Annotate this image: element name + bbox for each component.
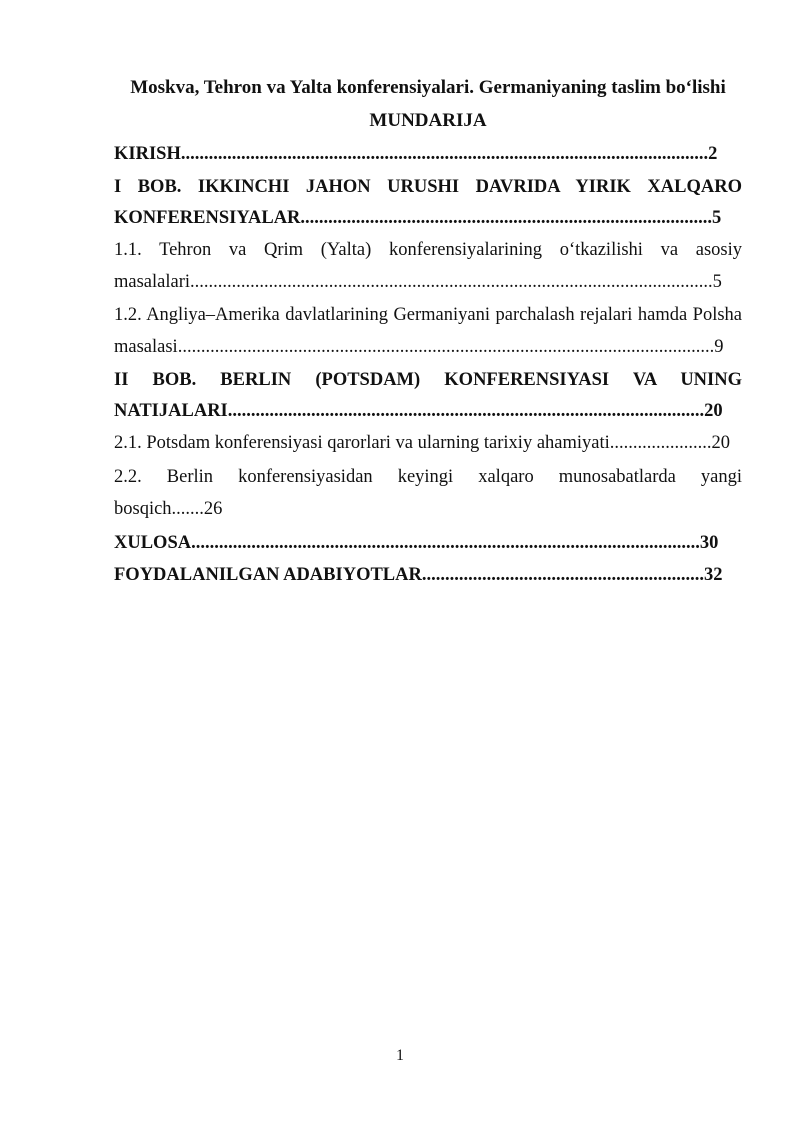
toc-entry-kirish: KIRISH..................................................................................................................2 — [114, 144, 718, 164]
toc-entry-adabiyotlar: FOYDALANILGAN ADABIYOTLAR.............................................................32 — [114, 565, 723, 585]
toc-entry-1-1: 1.1. Tehron va Qrim (Yalta) konferensiyalarining o‘tkazilishi va asosiy — [114, 240, 742, 260]
toc-entry-1-2-cont: masalasi....................................................................................................................9 — [114, 337, 724, 357]
toc-entry-1-2: 1.2. Angliya–Amerika davlatlarining Germaniyani parchalash rejalari hamda Polsha — [114, 305, 742, 325]
toc-heading: MUNDARIJA — [369, 110, 487, 131]
toc-entry-xulosa: XULOSA..............................................................................................................30 — [114, 533, 719, 553]
toc-entry-chapter-2-cont: NATIJALARI.......................................................................................................20 — [114, 401, 723, 421]
toc-entry-chapter-1-cont: KONFERENSIYALAR.........................................................................................5 — [114, 208, 722, 228]
toc-entry-chapter-2: II BOB. BERLIN (POTSDAM) KONFERENSIYASI VA UNING — [114, 370, 742, 390]
page-number: 1 — [396, 1047, 404, 1064]
document-title: Moskva, Tehron va Yalta konferensiyalari. Germaniyaning taslim bo‘lishi — [130, 77, 726, 98]
toc-entry-chapter-1: I BOB. IKKINCHI JAHON URUSHI DAVRIDA YIRIK XALQARO — [114, 177, 742, 197]
toc-entry-2-2-cont: bosqich.......26 — [114, 499, 223, 519]
toc-entry-2-2: 2.2. Berlin konferensiyasidan keyingi xalqaro munosabatlarda yangi — [114, 467, 742, 487]
toc-entry-1-1-cont: masalalari.................................................................................................................5 — [114, 272, 722, 292]
toc-entry-2-1: 2.1. Potsdam konferensiyasi qarorlari va ularning tarixiy ahamiyati......................20 — [114, 433, 731, 453]
